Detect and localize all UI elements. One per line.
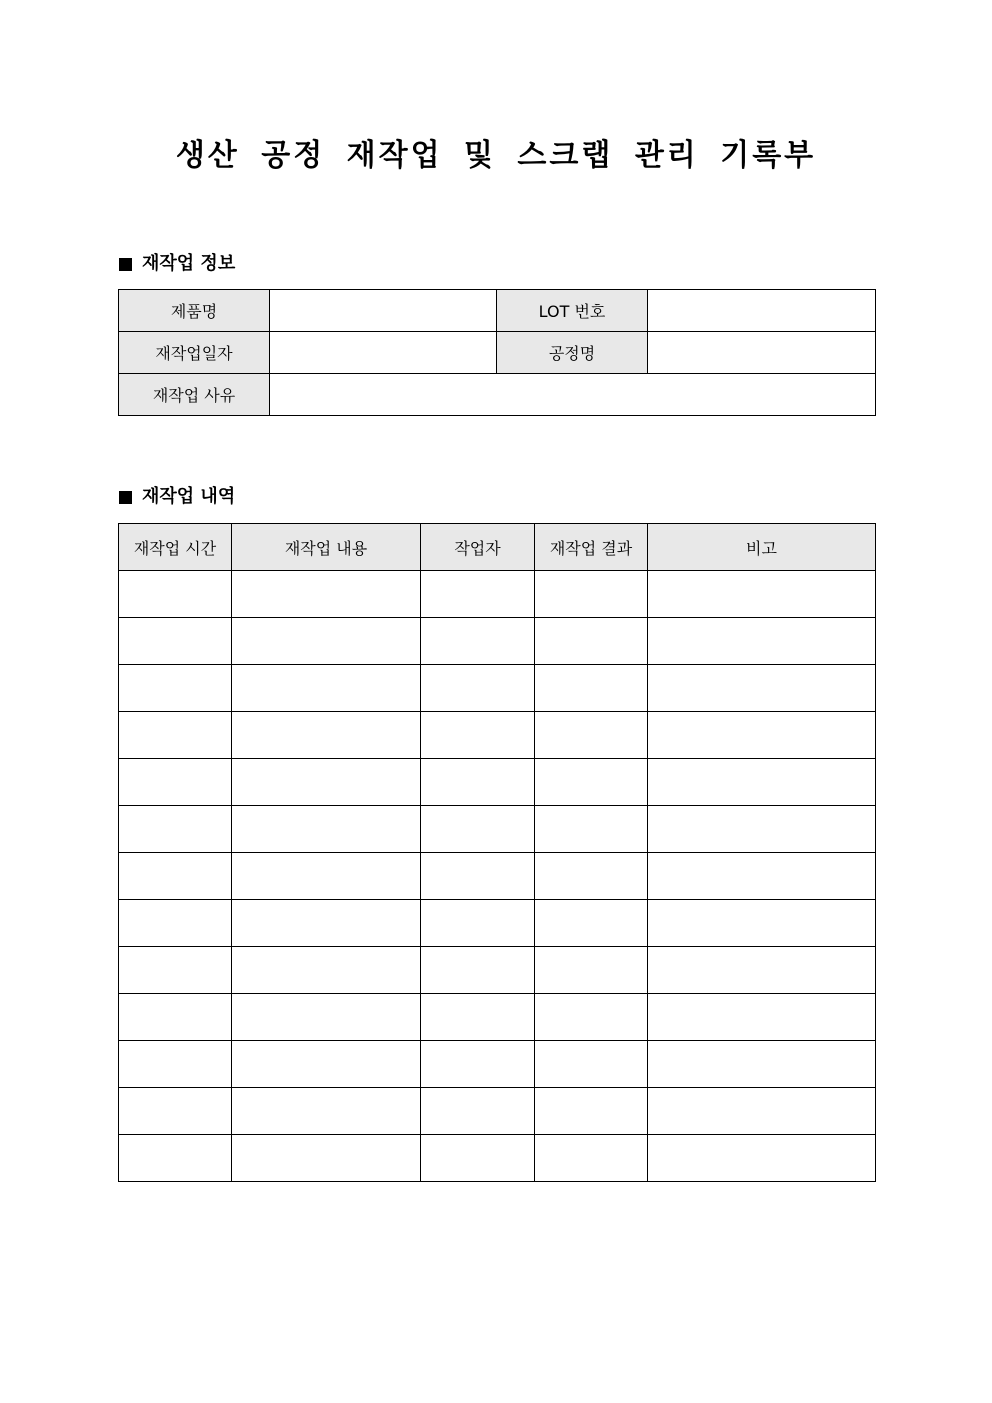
rework-result-cell[interactable]: [535, 806, 648, 853]
rework-log-table: [118, 523, 876, 1182]
table-row: [119, 618, 876, 665]
rework-time-cell[interactable]: [119, 994, 232, 1041]
remarks-cell[interactable]: [648, 806, 876, 853]
rework-content-cell[interactable]: [232, 1088, 421, 1135]
rework-content-cell[interactable]: [232, 853, 421, 900]
worker-cell[interactable]: [421, 900, 535, 947]
rework-result-cell[interactable]: [535, 1135, 648, 1182]
column-header-rework-content: 재작업 내용: [232, 524, 421, 571]
rework-time-cell[interactable]: [119, 712, 232, 759]
column-header-rework-result: 재작업 결과: [535, 524, 648, 571]
worker-cell[interactable]: [421, 1135, 535, 1182]
table-row: [119, 1088, 876, 1135]
table-row: [119, 665, 876, 712]
table-row: [119, 1135, 876, 1182]
rework-result-cell[interactable]: [535, 759, 648, 806]
rework-result-cell[interactable]: [535, 853, 648, 900]
product-name-label: 제품명: [119, 290, 270, 332]
log-table-body: [119, 571, 876, 1182]
worker-cell[interactable]: [421, 759, 535, 806]
remarks-cell[interactable]: [648, 900, 876, 947]
column-header-rework-time: 재작업 시간: [119, 524, 232, 571]
rework-content-cell[interactable]: [232, 618, 421, 665]
remarks-cell[interactable]: [648, 665, 876, 712]
rework-time-cell[interactable]: [119, 759, 232, 806]
rework-time-cell[interactable]: [119, 571, 232, 618]
table-row: [119, 900, 876, 947]
rework-time-cell[interactable]: [119, 665, 232, 712]
table-row: [119, 994, 876, 1041]
remarks-cell[interactable]: [648, 618, 876, 665]
remarks-cell[interactable]: [648, 1088, 876, 1135]
document-title: 생산 공정 재작업 및 스크랩 관리 기록부: [175, 138, 817, 173]
rework-content-cell[interactable]: [232, 571, 421, 618]
rework-result-cell[interactable]: [535, 1041, 648, 1088]
worker-cell[interactable]: [421, 712, 535, 759]
table-row: [119, 571, 876, 618]
worker-cell[interactable]: [421, 665, 535, 712]
info-row-3: [119, 374, 876, 416]
rework-info-heading: [119, 252, 235, 276]
rework-time-cell[interactable]: [119, 1088, 232, 1135]
remarks-cell[interactable]: [648, 1135, 876, 1182]
remarks-cell[interactable]: [648, 853, 876, 900]
rework-result-cell[interactable]: [535, 900, 648, 947]
lot-number-field[interactable]: [648, 290, 876, 332]
rework-content-cell[interactable]: [232, 1041, 421, 1088]
table-row: [119, 806, 876, 853]
table-row: [119, 947, 876, 994]
remarks-cell[interactable]: [648, 994, 876, 1041]
worker-cell[interactable]: [421, 1088, 535, 1135]
column-header-worker: 작업자: [421, 524, 535, 571]
remarks-cell[interactable]: [648, 759, 876, 806]
remarks-cell[interactable]: [648, 947, 876, 994]
info-row-1: [119, 290, 876, 332]
rework-date-field[interactable]: [270, 332, 497, 374]
table-row: [119, 853, 876, 900]
worker-cell[interactable]: [421, 947, 535, 994]
rework-reason-label: 재작업 사유: [119, 374, 270, 416]
worker-cell[interactable]: [421, 853, 535, 900]
process-name-label: 공정명: [497, 332, 648, 374]
lot-number-label: LOT 번호: [497, 290, 648, 332]
rework-info-heading-text: 재작업 정보: [142, 253, 236, 274]
rework-log-heading: [119, 485, 235, 509]
rework-content-cell[interactable]: [232, 994, 421, 1041]
column-header-remarks: 비고: [648, 524, 876, 571]
rework-time-cell[interactable]: [119, 806, 232, 853]
rework-time-cell[interactable]: [119, 1041, 232, 1088]
rework-result-cell[interactable]: [535, 712, 648, 759]
rework-time-cell[interactable]: [119, 1135, 232, 1182]
rework-content-cell[interactable]: [232, 665, 421, 712]
table-row: [119, 759, 876, 806]
worker-cell[interactable]: [421, 994, 535, 1041]
rework-content-cell[interactable]: [232, 947, 421, 994]
table-row: [119, 1041, 876, 1088]
rework-content-cell[interactable]: [232, 759, 421, 806]
rework-result-cell[interactable]: [535, 571, 648, 618]
product-name-field[interactable]: [270, 290, 497, 332]
remarks-cell[interactable]: [648, 712, 876, 759]
square-bullet-icon: [119, 491, 132, 504]
remarks-cell[interactable]: [648, 571, 876, 618]
square-bullet-icon: [119, 258, 132, 271]
process-name-field[interactable]: [648, 332, 876, 374]
worker-cell[interactable]: [421, 571, 535, 618]
remarks-cell[interactable]: [648, 1041, 876, 1088]
rework-time-cell[interactable]: [119, 853, 232, 900]
worker-cell[interactable]: [421, 806, 535, 853]
rework-date-label: 재작업일자: [119, 332, 270, 374]
rework-log-heading-text: 재작업 내역: [142, 486, 236, 507]
rework-reason-field[interactable]: [270, 374, 876, 416]
rework-result-cell[interactable]: [535, 618, 648, 665]
rework-content-cell[interactable]: [232, 806, 421, 853]
table-row: [119, 712, 876, 759]
rework-time-cell[interactable]: [119, 900, 232, 947]
rework-result-cell[interactable]: [535, 994, 648, 1041]
rework-content-cell[interactable]: [232, 712, 421, 759]
rework-time-cell[interactable]: [119, 618, 232, 665]
info-row-2: [119, 332, 876, 374]
rework-result-cell[interactable]: [535, 1088, 648, 1135]
rework-content-cell[interactable]: [232, 1135, 421, 1182]
rework-time-cell[interactable]: [119, 947, 232, 994]
rework-content-cell[interactable]: [232, 900, 421, 947]
rework-result-cell[interactable]: [535, 947, 648, 994]
rework-info-table: [118, 289, 876, 416]
worker-cell[interactable]: [421, 618, 535, 665]
log-header-row: [119, 524, 876, 571]
rework-result-cell[interactable]: [535, 665, 648, 712]
worker-cell[interactable]: [421, 1041, 535, 1088]
